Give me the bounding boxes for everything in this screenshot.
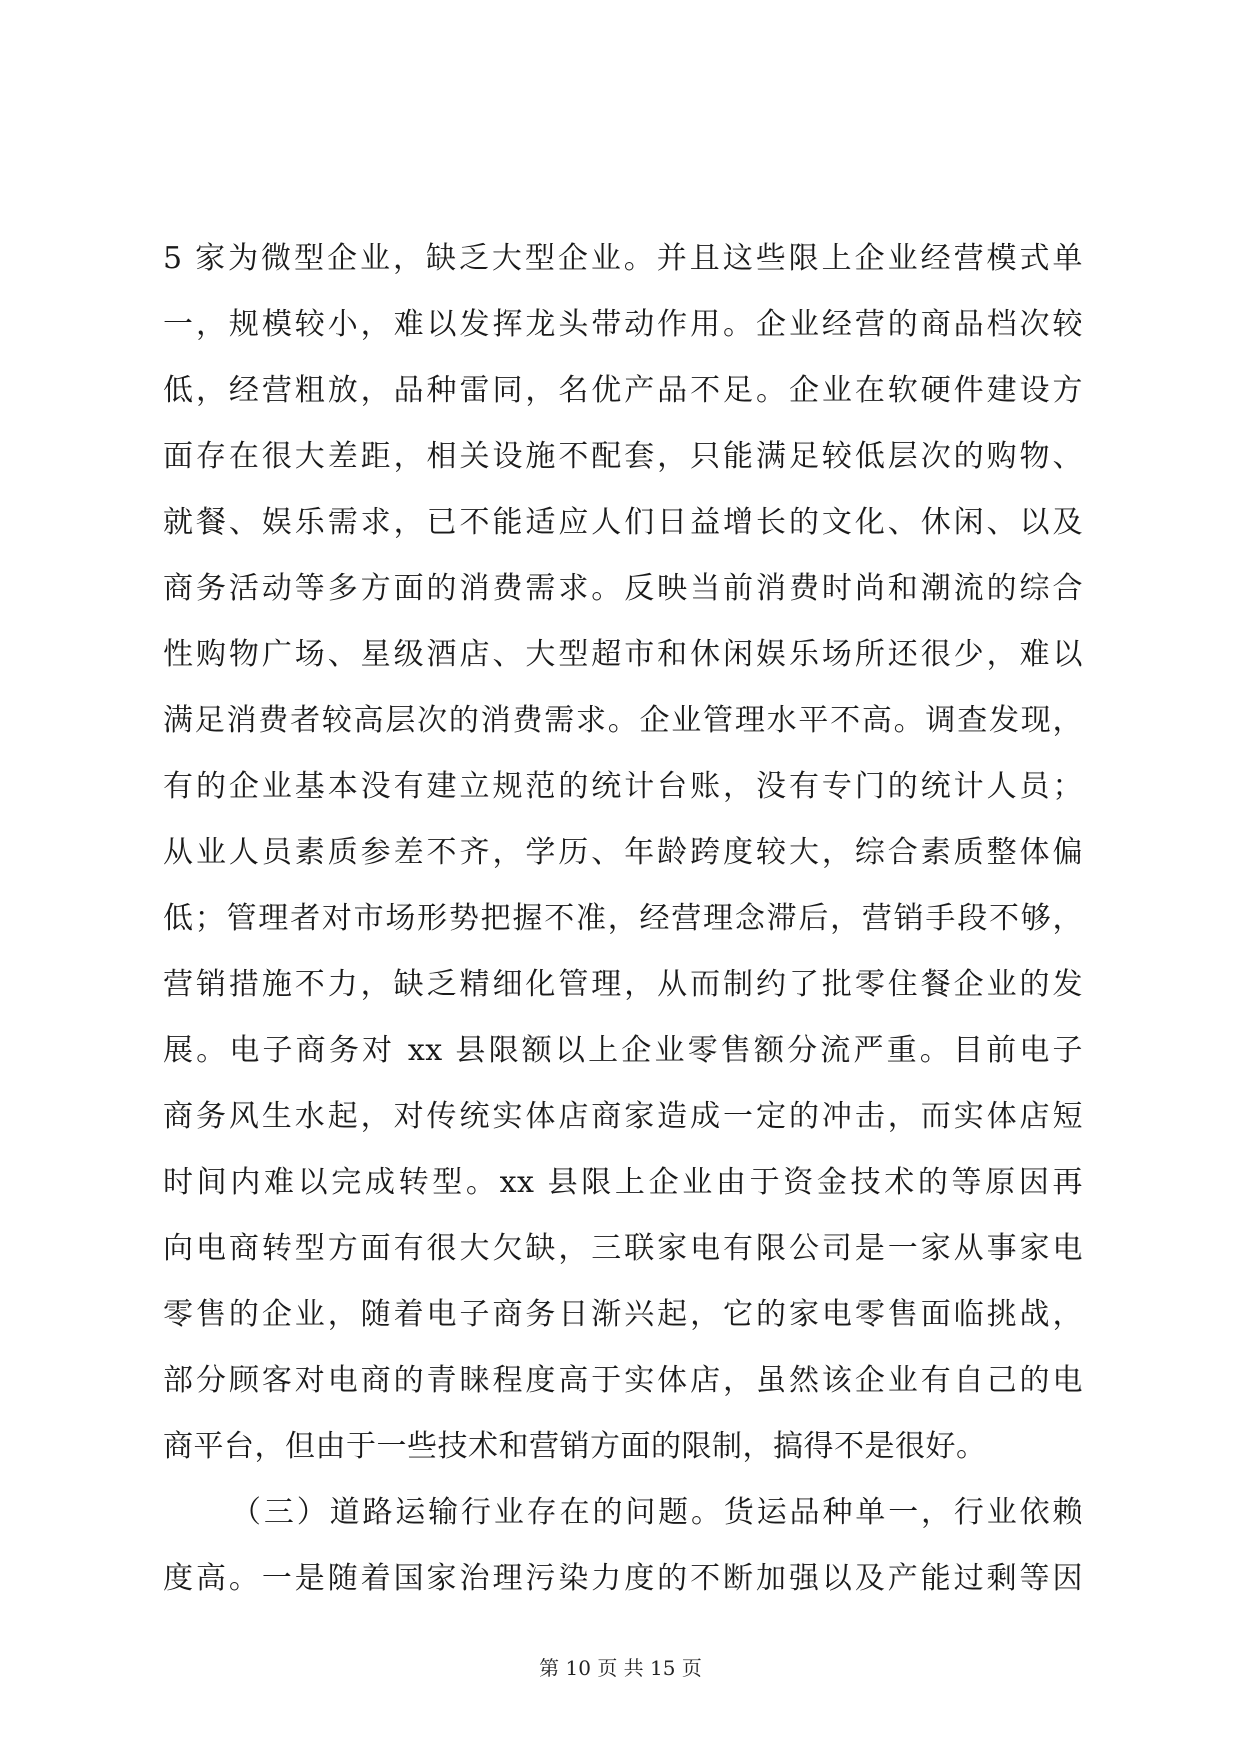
page-number-footer: 第 10 页 共 15 页	[539, 1656, 702, 1680]
text-line: 时间内难以完成转型。xx 县限上企业由于资金技术的等原因再	[163, 1165, 1083, 1200]
body-text	[163, 226, 1083, 1612]
text-line: 向电商转型方面有很大欠缺，三联家电有限公司是一家从事家电	[163, 1231, 1083, 1266]
text-line-paragraph-end: 商平台，但由于一些技术和营销方面的限制，搞得不是很好。	[163, 1429, 987, 1464]
text-line: 从业人员素质参差不齐，学历、年龄跨度较大，综合素质整体偏	[163, 835, 1083, 870]
text-line: 性购物广场、星级酒店、大型超市和休闲娱乐场所还很少，难以	[163, 637, 1083, 672]
text-line: 有的企业基本没有建立规范的统计台账，没有专门的统计人员；	[163, 769, 1083, 804]
text-line: 营销措施不力，缺乏精细化管理，从而制约了批零住餐企业的发	[163, 967, 1083, 1002]
text-line: 5 家为微型企业，缺乏大型企业。并且这些限上企业经营模式单	[163, 241, 1083, 276]
text-line: 商务活动等多方面的消费需求。反映当前消费时尚和潮流的综合	[163, 571, 1083, 606]
text-line: 低，经营粗放，品种雷同，名优产品不足。企业在软硬件建设方	[163, 373, 1083, 408]
text-line: 一，规模较小，难以发挥龙头带动作用。企业经营的商品档次较	[163, 307, 1083, 342]
text-line: 零售的企业，随着电子商务日渐兴起，它的家电零售面临挑战，	[163, 1297, 1083, 1332]
text-line: 商务风生水起，对传统实体店商家造成一定的冲击，而实体店短	[163, 1099, 1083, 1134]
text-line: 展。电子商务对 xx 县限额以上企业零售额分流严重。目前电子	[163, 1033, 1083, 1068]
text-line: 满足消费者较高层次的消费需求。企业管理水平不高。调查发现，	[163, 703, 1083, 738]
text-line-paragraph-start: （三）道路运输行业存在的问题。货运品种单一，行业依赖	[231, 1495, 1083, 1530]
text-line: 低；管理者对市场形势把握不准，经营理念滞后，营销手段不够，	[163, 901, 1083, 936]
text-line: 面存在很大差距，相关设施不配套，只能满足较低层次的购物、	[163, 439, 1083, 474]
text-line: 部分顾客对电商的青睐程度高于实体店，虽然该企业有自己的电	[163, 1363, 1083, 1398]
text-line: 度高。一是随着国家治理污染力度的不断加强以及产能过剩等因	[163, 1561, 1083, 1596]
text-line: 就餐、娱乐需求，已不能适应人们日益增长的文化、休闲、以及	[163, 505, 1083, 540]
